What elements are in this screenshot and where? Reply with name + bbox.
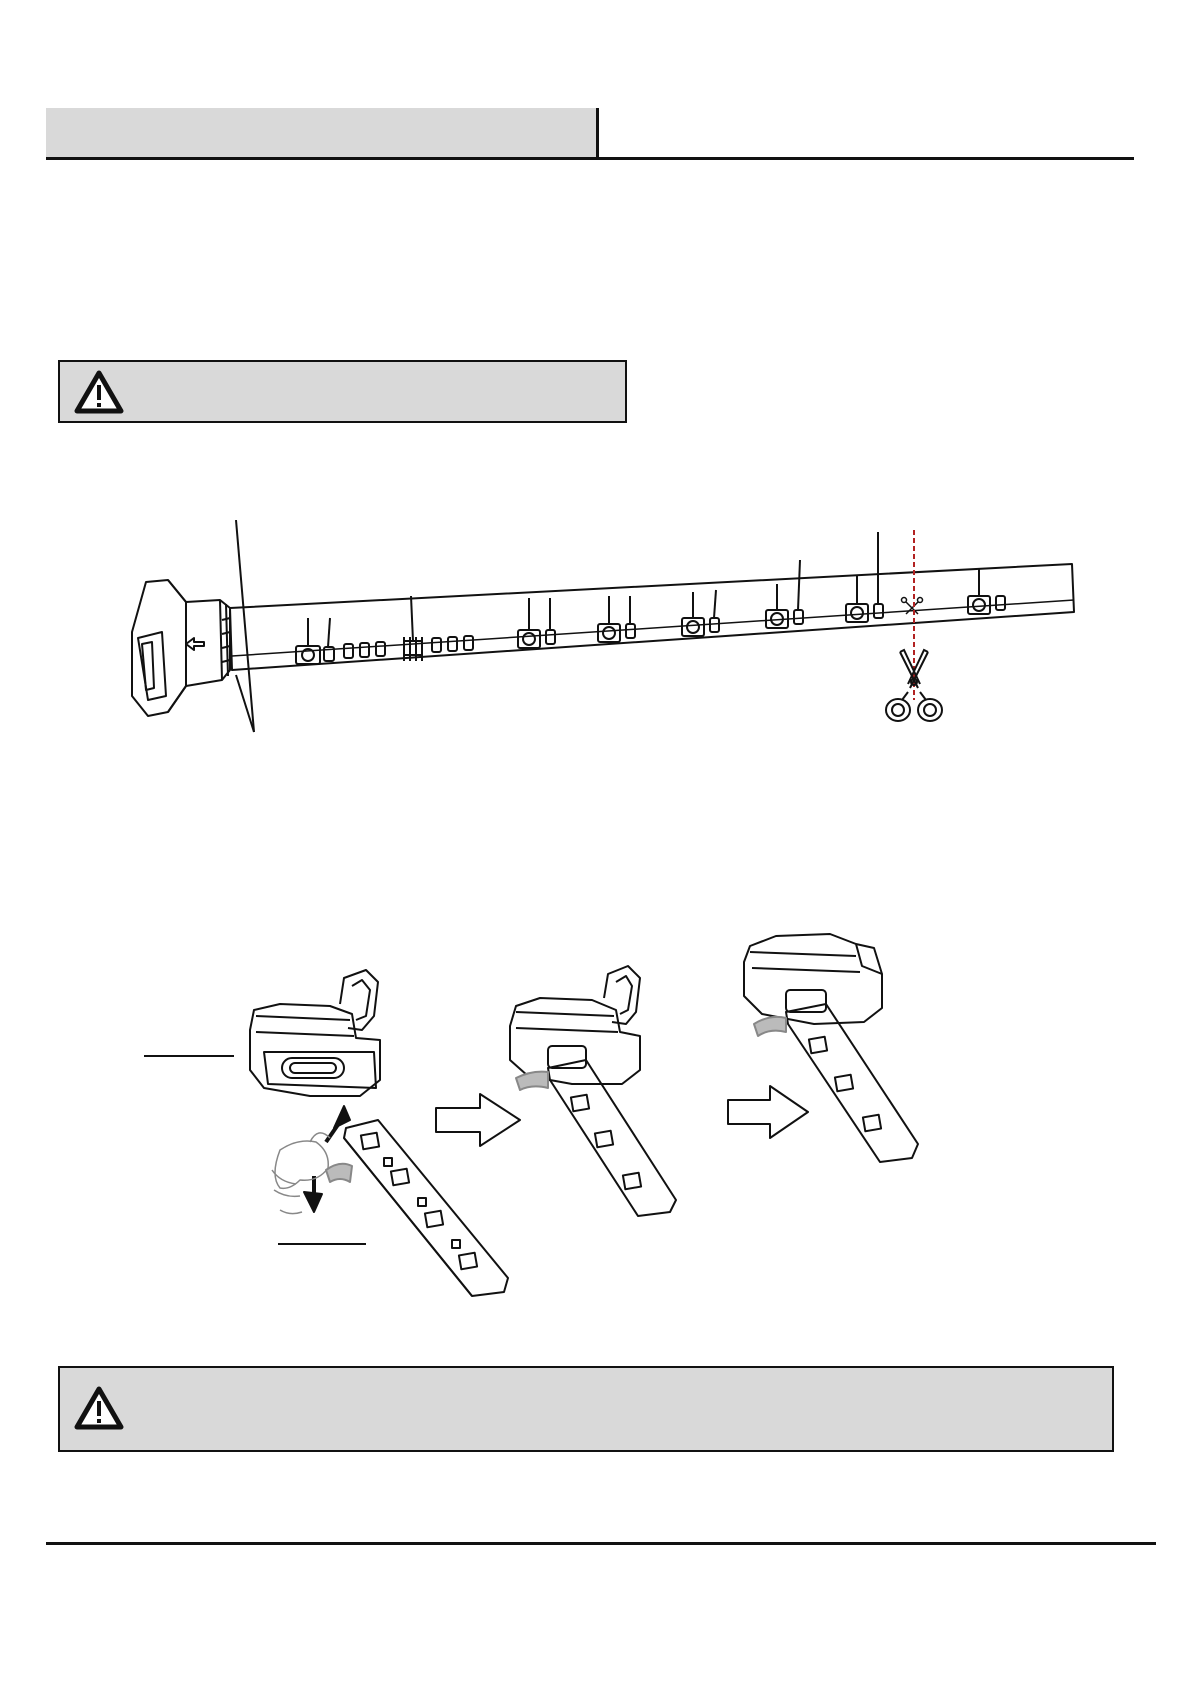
- header-band: [46, 108, 599, 157]
- warning-box-1: [58, 360, 627, 423]
- arrow-right-icon: [436, 1094, 520, 1146]
- footer-rule: [46, 1542, 1156, 1545]
- led-strip-step-3: [786, 1004, 918, 1162]
- warning-triangle-icon: [74, 370, 124, 414]
- clip-connector-open: [250, 970, 380, 1096]
- led-group-2: [518, 598, 555, 648]
- arrow-left-icon: [186, 638, 204, 650]
- led-group-4: [682, 590, 719, 636]
- warning-text-1: [138, 362, 609, 421]
- led-group-3: [598, 596, 635, 642]
- clip-connector-inserted: [510, 966, 640, 1084]
- arrow-right-icon-2: [728, 1086, 808, 1138]
- led-group-1: [296, 618, 334, 664]
- led-strip-figure: [0, 520, 1192, 740]
- hand-peel: [272, 1133, 330, 1214]
- strip-connector: [132, 580, 230, 716]
- clip-connector-closed: [744, 934, 882, 1024]
- led-strip-step-1: [344, 1120, 508, 1296]
- led-group-7: [968, 568, 1005, 614]
- connector-install-figure: [130, 920, 1130, 1320]
- led-strip-body: [230, 564, 1074, 670]
- header-rule: [46, 157, 1134, 160]
- warning-triangle-icon: [74, 1386, 124, 1430]
- warning-text-2: [138, 1368, 1096, 1450]
- warning-box-2: [58, 1366, 1114, 1452]
- resistor-row: [344, 596, 473, 661]
- led-group-6: [846, 532, 883, 622]
